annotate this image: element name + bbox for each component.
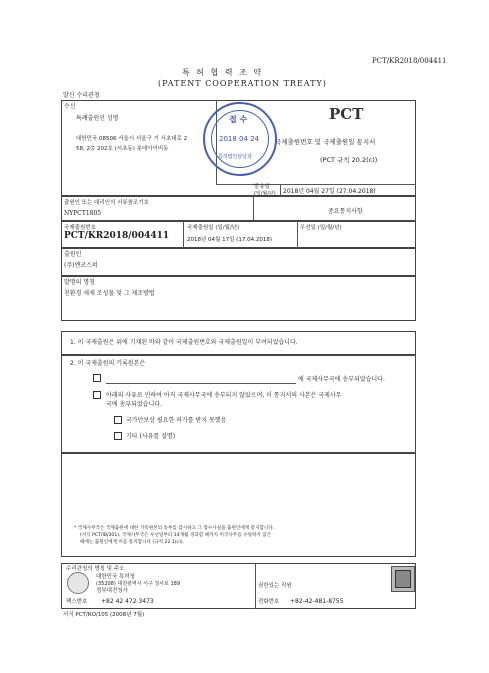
stamp-top-text: 접 수 [229,115,248,124]
doc-number: PCT/KR2018/004411 [372,57,447,65]
phone-number: +82-42-481-8755 [290,598,344,605]
recipient-address-line2: 58, 2층 202호 (서초동) 롯데아이비동 [76,146,169,152]
application-number-label: 국제출원번호 [64,225,96,231]
mailing-date-value: 2018년 04월 27일 (27.04.2018) [283,188,376,195]
applicant-row [61,248,416,276]
mailing-date-sublabel: (일/월/년) [254,191,276,197]
agent-ref-label: 출원인 또는 대리인의 서류참조기호 [64,200,149,206]
office-building: 정부대전청사 [96,588,128,594]
important-notice: 중요통지사항 [328,208,363,215]
option-not-sent-line2: 국에 송부되었습니다. [106,401,162,408]
reason-security-text: 국가안보상 필요한 허가를 받지 못했음 [126,417,227,424]
title-korean: 특 허 협 력 조 약 [182,68,264,77]
agent-ref-value: NYPCT1805 [64,210,102,217]
priority-date-label: 우선일 (일/월/년) [300,225,342,231]
filing-date-label: 국제출원일 (일/월/년) [187,225,240,231]
office-name-label: 수리관청의 명칭 및 주소 [66,566,125,572]
notice-item-1: 1. 이 국제출원은 위에 기재된 바와 같이 국제출원번호와 국제출원일이 부여되었습니다. [70,339,298,346]
reason-other-checkbox[interactable] [114,432,122,440]
option-not-sent-line1: 아래의 사유로 인하여 아직 국제사무국에 송부되지 않았으며, 이 통지서의 사본은 국제사무 [106,392,342,399]
phone-label: 전화번호 [258,599,280,605]
mailing-date-label: 발송일 [254,184,270,190]
reason-other-text: 기타 (사유를 설명) [126,433,176,440]
pct-notice-title: 국제출원번호 및 국제출원일 통지서 [275,138,376,146]
invention-title-label: 발명의 명칭 [64,279,95,286]
recipient-label: 수신 [64,103,76,110]
fax-number: +82 42 472 3473 [101,598,154,605]
applicant-label: 출원인 [64,251,82,258]
application-number: PCT/KR2018/004411 [64,231,170,241]
footnote-line3: 때에는 출원인에게 이를 통지합니다 (규칙 22.1(c)). [80,540,185,545]
fax-label: 팩스번호 [66,599,88,605]
recipient-address-line1: 대한민국 08506 서울시 서울구 기 서초대로 2 [76,136,188,142]
filing-date: 2018년 04월 17일 (17.04.2018) [187,237,272,243]
option-sent-text: 에 국제사무국에 송부되었습니다. [298,376,385,383]
notice-item-2: 2. 이 국제출원의 기록원본은 [70,360,146,367]
stamp-bottom-text: 특허법인담당과 [218,154,252,160]
authorized-officer-label: 권한있는 직원 [258,583,292,589]
official-seal [391,566,415,592]
kipo-logo [67,572,89,594]
footnote-line1: * 국제사무국은 국제출원에 대한 기록원본의 송부를 감시하고 그 접수사실을 출원인에게 통지합니다. [74,526,275,531]
invention-row [61,276,416,321]
stamp-date: 2018 04 24 [219,135,260,143]
applicant-name: (주)엔코스퍼 [64,262,98,269]
office-address: (35208) 대전광역시 서구 청사로 189 [96,581,181,587]
receipt-stamp [203,102,277,176]
invention-title: 친환경 세제 조성물 및 그 제조방법 [64,290,155,297]
office-name: 대한민국 특허청 [96,574,135,580]
pct-rule: (PCT 규칙 20.2(c)) [320,156,378,164]
title-english: (PATENT COOPERATION TREATY) [158,79,327,88]
form-id: 서식 PCT/RO/105 (2008년 7월) [63,612,145,618]
sender-label: 발신 수리관청 [63,92,100,99]
reason-security-checkbox[interactable] [114,416,122,424]
pct-title: PCT [329,105,364,123]
option-sent-checkbox[interactable] [93,374,101,382]
footnote-line2: (서식 PCT/IB/301), 국제사무국은 우선일부터 14개월 경과할 때까지 미국사무를 수령하지 않은 [80,533,272,538]
recipient-name: 특례출원인 성명 [76,115,119,122]
option-not-sent-checkbox[interactable] [93,391,101,399]
